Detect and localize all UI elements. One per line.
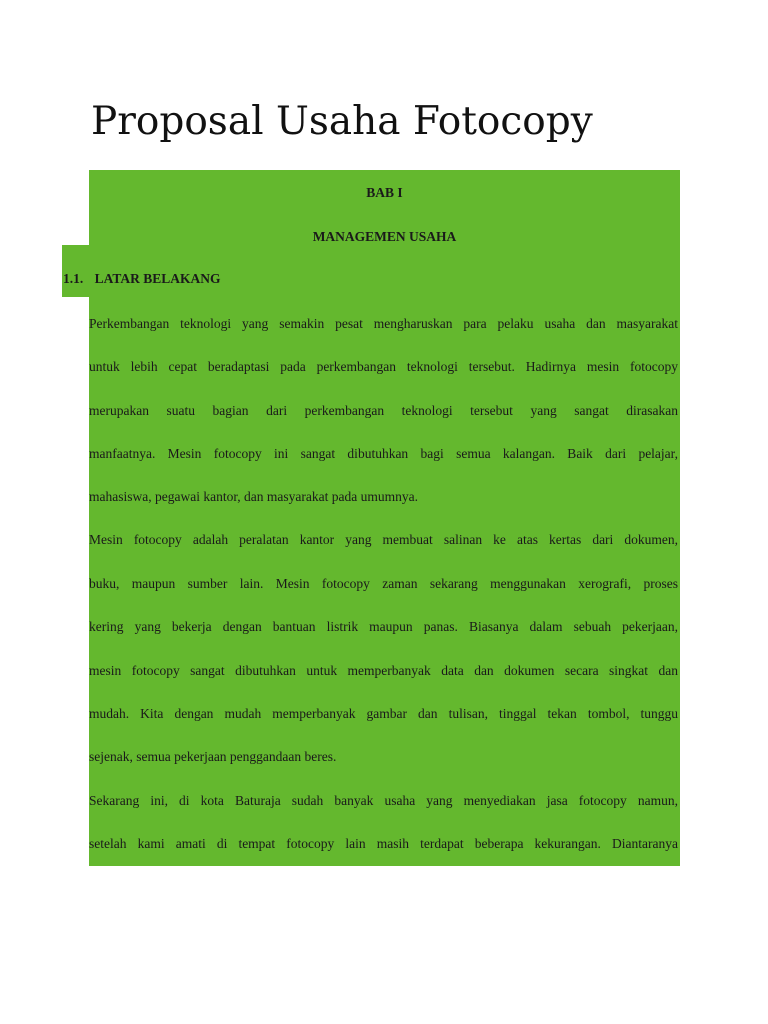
- section-heading: [63, 269, 221, 289]
- body-text-line: mahasiswa, pegawai kantor, dan masyarakat pada umumnya.: [89, 489, 418, 504]
- body-text-line: buku, maupun sumber lain. Mesin fotocopy zaman sekarang menggunakan xerografi, proses: [89, 576, 678, 591]
- section-title: LATAR BELAKANG: [94, 271, 221, 286]
- body-text-line: mudah. Kita dengan mudah memperbanyak gambar dan tulisan, tinggal tekan tombol, tunggu: [89, 706, 678, 721]
- section-number: 1.1.: [63, 271, 84, 286]
- body-text-line: Mesin fotocopy adalah peralatan kantor yang membuat salinan ke atas kertas dari dokumen,: [89, 532, 678, 547]
- body-text-line: merupakan suatu bagian dari perkembangan teknologi tersebut yang sangat dirasakan: [89, 403, 678, 418]
- body-text-line: setelah kami amati di tempat fotocopy lain masih terdapat beberapa kekurangan. Diantaranya: [89, 836, 678, 851]
- document-title: Proposal Usaha Fotocopy: [91, 99, 593, 144]
- body-text-line: mesin fotocopy sangat dibutuhkan untuk memperbanyak data dan dokumen secara singkat dan: [89, 663, 678, 678]
- body-text-line: sejenak, semua pekerjaan penggandaan beres.: [89, 749, 337, 764]
- body-text-line: kering yang bekerja dengan bantuan listrik maupun panas. Biasanya dalam sebuah pekerjaan,: [89, 619, 678, 634]
- body-text-line: Perkembangan teknologi yang semakin pesat mengharuskan para pelaku usaha dan masyarakat: [89, 316, 678, 331]
- body-text-line: Sekarang ini, di kota Baturaja sudah banyak usaha yang menyediakan jasa fotocopy namun,: [89, 793, 678, 808]
- body-text-line: manfaatnya. Mesin fotocopy ini sangat dibutuhkan bagi semua kalangan. Baik dari pelajar,: [89, 446, 678, 461]
- body-text-line: untuk lebih cepat beradaptasi pada perkembangan teknologi tersebut. Hadirnya mesin fotocopy: [89, 359, 678, 374]
- chapter-label: BAB I: [366, 185, 403, 200]
- chapter-title: MANAGEMEN USAHA: [312, 229, 457, 244]
